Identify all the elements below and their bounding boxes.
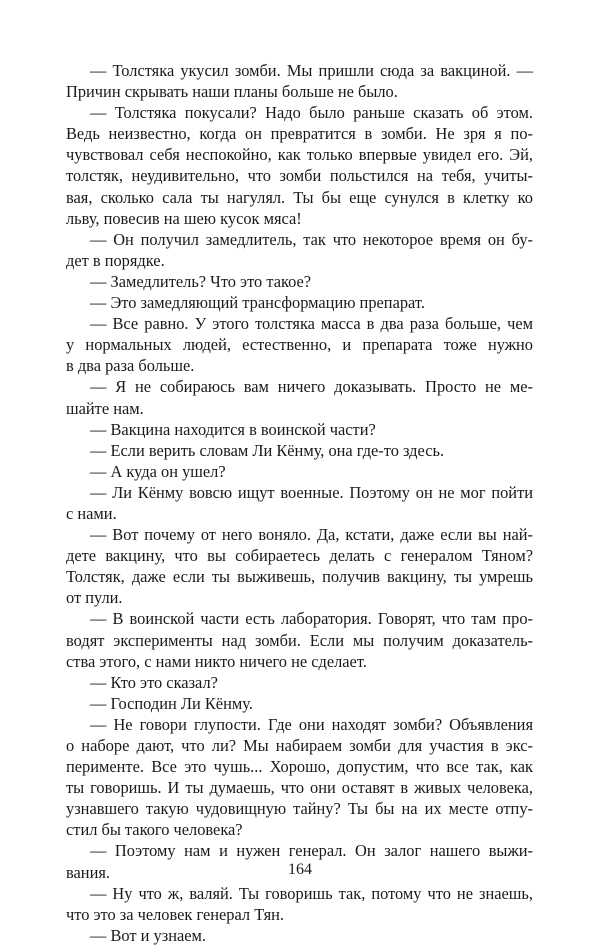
text-line: — Если верить словам Ли Кёнму, она где-то здесь. bbox=[90, 440, 445, 460]
text-line: что это за человек генерал Тян. bbox=[66, 904, 284, 924]
paragraph bbox=[66, 60, 533, 102]
text-line: Толстяк, даже если ты выживешь, получив вакцину, ты умрешь bbox=[66, 567, 533, 587]
text-line: у нормальных людей, естественно, и препарата тоже нужно bbox=[66, 335, 533, 355]
text-line: Причин скрывать наши планы больше не было. bbox=[66, 82, 398, 102]
text-line: — В воинской части есть лаборатория. Говорят, что там про- bbox=[90, 609, 533, 629]
text-line: дете вакцину, что вы собираетесь делать с генералом Тяном? bbox=[66, 546, 533, 566]
text-line: — Поэтому нам и нужен генерал. Он залог нашего выжи- bbox=[90, 841, 533, 861]
paragraph bbox=[66, 714, 533, 841]
text-line: — Ли Кёнму вовсю ищут военные. Поэтому он не мог пойти bbox=[90, 482, 533, 502]
text-line: — Ну что ж, валяй. Ты говоришь так, потому что не знаешь, bbox=[90, 883, 533, 903]
text-line: с нами. bbox=[66, 503, 117, 523]
text-line: ты говоришь. И ты думаешь, что они оставят в живых человека, bbox=[66, 778, 533, 798]
text-line: стил бы такого человека? bbox=[66, 820, 243, 840]
text-line: — Он получил замедлитель, так что некоторое время он бу- bbox=[90, 229, 533, 249]
text-line: перименте. Все это чушь... Хорошо, допустим, что все так, как bbox=[66, 757, 533, 777]
text-line: — Толстяка укусил зомби. Мы пришли сюда за вакциной. — bbox=[90, 61, 533, 80]
page-number: 164 bbox=[288, 861, 312, 878]
text-line: — А куда он ушел? bbox=[90, 461, 226, 481]
text-line: вания. bbox=[66, 862, 110, 882]
text-line: — Вот и узнаем. bbox=[90, 925, 206, 945]
text-line: шайте нам. bbox=[66, 398, 144, 418]
text-line: — Замедлитель? Что это такое? bbox=[90, 271, 312, 291]
text-line: в два раза больше. bbox=[66, 356, 195, 376]
text-line: — Не говори глупости. Где они находят зомби? Объявления bbox=[90, 714, 533, 734]
text-line: — Господин Ли Кёнму. bbox=[90, 693, 253, 713]
text-line: от пули. bbox=[66, 588, 123, 608]
text-line: дет в порядке. bbox=[66, 250, 165, 270]
paragraph bbox=[66, 693, 533, 714]
text-line: — Все равно. У этого толстяка масса в два раза больше, чем bbox=[90, 314, 533, 334]
paragraph bbox=[66, 461, 533, 482]
text-line: толстяк, неудивительно, что зомби польстился на тебя, учиты- bbox=[66, 166, 533, 186]
body-text bbox=[66, 60, 533, 946]
text-line: узнавшего такую чудовищную тайну? Ты бы на их месте отпу- bbox=[66, 799, 533, 819]
text-line: — Это замедляющий трансформацию препарат. bbox=[90, 293, 425, 313]
text-line: — Вот почему от него воняло. Да, кстати, даже если вы най- bbox=[90, 525, 533, 545]
paragraph bbox=[66, 608, 533, 671]
text-line: ства этого, с нами никто ничего не сделает. bbox=[66, 651, 367, 671]
text-line: чувствовал себя неспокойно, как только впервые увидел его. Эй, bbox=[66, 145, 533, 165]
text-line: Ведь неизвестно, когда он превратится в зомби. Не зря я по- bbox=[66, 124, 533, 144]
paragraph bbox=[66, 419, 533, 440]
paragraph bbox=[66, 271, 533, 292]
paragraph bbox=[66, 229, 533, 271]
paragraph bbox=[66, 376, 533, 418]
paragraph bbox=[66, 672, 533, 693]
paragraph bbox=[66, 292, 533, 313]
paragraph bbox=[66, 524, 533, 608]
text-line: — Я не собираюсь вам ничего доказывать. Просто не ме- bbox=[90, 377, 533, 397]
text-line: — Толстяка покусали? Надо было раньше сказать об этом. bbox=[90, 103, 533, 123]
text-line: водят эксперименты над зомби. Если мы получим доказатель- bbox=[66, 630, 533, 650]
text-line: — Вакцина находится в воинской части? bbox=[90, 419, 376, 439]
paragraph bbox=[66, 883, 533, 925]
text-line: льву, повесив на шею кусок мяса! bbox=[66, 208, 302, 228]
paragraph bbox=[66, 482, 533, 524]
text-line: — Кто это сказал? bbox=[90, 672, 218, 692]
paragraph bbox=[66, 313, 533, 376]
text-line: о наборе дают, что ли? Мы набираем зомби для участия в экс- bbox=[66, 736, 533, 755]
paragraph bbox=[66, 440, 533, 461]
paragraph bbox=[66, 102, 533, 229]
paragraph bbox=[66, 925, 533, 946]
text-line: вая, сколько сала ты нагулял. Ты бы еще сунулся в клетку ко bbox=[66, 187, 533, 207]
